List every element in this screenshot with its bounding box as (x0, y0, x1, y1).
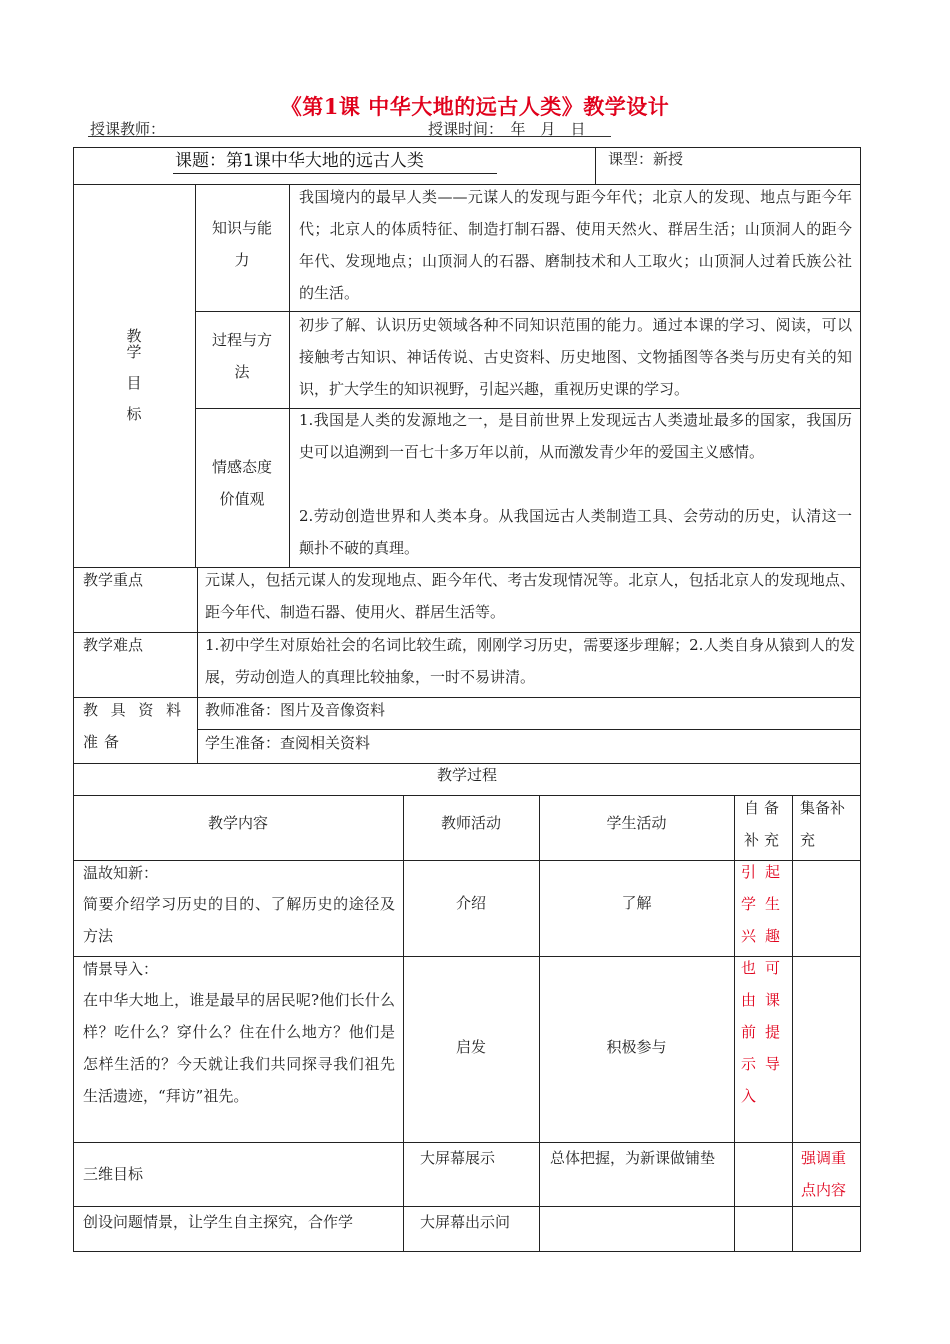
process-row-1-content: 简要介绍学习历史的目的、了解历史的途径及方法 (83, 895, 395, 945)
goals-label-3: 目 (126, 374, 142, 392)
process-row-4-title: 创设问题情景，让学生自主探究，合作学 (83, 1213, 354, 1231)
col-divider (403, 795, 404, 1252)
col-header-group: 集备补充 (800, 799, 846, 849)
meta-underline (88, 136, 611, 137)
goals-label-1: 教 (126, 327, 142, 345)
col-divider (195, 184, 196, 567)
goal-process-label: 过程与方法 (211, 331, 272, 381)
process-row-4-teacher: 大屏幕出示问 (420, 1213, 511, 1231)
document-title: 《第1课 中华大地的远古人类》教学设计 (280, 94, 670, 119)
col-divider (792, 795, 793, 1252)
difficulties-text: 1.初中学生对原始社会的名词比较生疏，刚刚学习历史，需要逐步理解；2.人类自身从猿到人的发展，劳动创造人的真理比较抽象，一时不易讲清。 (205, 636, 855, 686)
materials-student: 学生准备：查阅相关资料 (205, 734, 371, 752)
col-header-content: 教学内容 (207, 814, 268, 832)
materials-label: 教具资料准备 (83, 701, 187, 751)
process-row-3-teacher: 大屏幕展示 (420, 1149, 496, 1167)
key-points-text: 元谋人，包括元谋人的发现地点、距今年代、考古发现情况等。北京人，包括北京人的发现地点、距今年代、制造石器、使用火、群居生活等。 (205, 571, 855, 621)
lesson-type: 课型：新授 (608, 150, 684, 168)
materials-teacher: 教师准备：图片及音像资料 (205, 701, 386, 719)
col-divider (289, 184, 290, 567)
col-header-student: 学生活动 (606, 814, 667, 832)
process-heading: 教学过程 (436, 766, 497, 784)
goal-process-text: 初步了解、认识历史领域各种不同知识范围的能力。通过本课的学习、阅读，可以接触考古知识、神话传说、古史资料、历史地图、文物插图等各类与历史有关的知识，扩大学生的知识视野，引起兴趣，重视历史课的学习。 (299, 316, 852, 398)
goal-knowledge-text: 我国境内的最早人类——元谋人的发现与距今年代；北京人的发现、地点与距今年代；北京人的体质特征、制造打制石器、使用天然火、群居生活；山顶洞人的距今年代、发现地点；山顶洞人的石器、磨制技术和人工取火；山顶洞人过着氏族公社的生活。 (299, 188, 852, 302)
col-header-teacher: 教师活动 (440, 814, 501, 832)
process-row-1-self-note: 引起学生兴趣 (741, 863, 790, 945)
process-row-2-self-note: 也可由课前提示导入 (741, 959, 790, 1105)
process-row-1-title: 温故知新： (83, 864, 159, 882)
process-row-2-title: 情景导入： (83, 960, 159, 978)
goal-knowledge-label: 知识与能力 (211, 219, 272, 269)
process-row-3-title: 三维目标 (83, 1165, 144, 1183)
process-row-2-student: 积极参与 (606, 1038, 667, 1056)
process-row-1-teacher: 介绍 (455, 894, 486, 912)
key-points-label: 教学重点 (83, 571, 144, 589)
topic-underline (173, 173, 497, 174)
difficulties-label: 教学难点 (83, 636, 144, 654)
process-row-2-teacher: 启发 (455, 1038, 486, 1056)
goals-label-2: 学 (126, 343, 142, 361)
process-row-3-group-note: 强调重点内容 (801, 1149, 847, 1199)
goals-label-4: 标 (126, 405, 142, 423)
row-divider (73, 697, 861, 698)
time-label: 授课时间： 年 月 日 (428, 120, 586, 138)
process-row-3-student: 总体把握，为新课做铺垫 (550, 1149, 716, 1167)
teacher-label: 授课教师： (90, 120, 166, 138)
col-divider (539, 795, 540, 1252)
col-divider (595, 147, 596, 184)
goal-emotion-label: 情感态度价值观 (211, 458, 272, 508)
goal-emotion-text-2: 2.劳动创造世界和人类本身。从我国远古人类制造工具、会劳动的历史，认清这一颠扑不破的真理。 (299, 507, 852, 557)
lesson-topic: 课题：第1课中华大地的远古人类 (175, 151, 424, 171)
col-divider (734, 795, 735, 1252)
process-row-2-content: 在中华大地上，谁是最早的居民呢?他们长什么样？吃什么？穿什么？住在什么地方？他们是怎样生活的？今天就让我们共同探寻我们祖先生活遗迹，“拜访”祖先。 (83, 991, 395, 1105)
goal-emotion-text-1: 1.我国是人类的发源地之一，是目前世界上发现远古人类遗址最多的国家，我国历史可以追溯到一百七十多万年以前，从而激发青少年的爱国主义感情。 (299, 411, 852, 461)
process-row-1-student: 了解 (621, 894, 652, 912)
col-header-self: 自备补充 (743, 799, 784, 849)
col-divider (197, 567, 198, 763)
